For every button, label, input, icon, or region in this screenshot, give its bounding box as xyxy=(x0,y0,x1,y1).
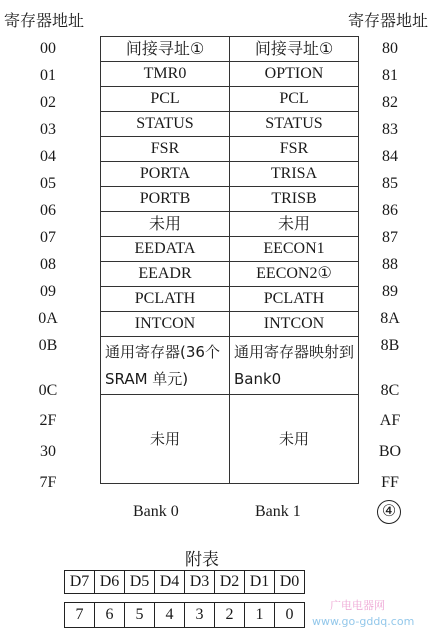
bit-value-cell: 3 xyxy=(185,603,215,628)
register-row xyxy=(101,262,359,287)
address-label-left: 0B xyxy=(38,336,58,354)
register-map-table xyxy=(100,36,359,484)
address-label-left: 2F xyxy=(39,411,57,429)
bank0-label: Bank 0 xyxy=(133,503,179,520)
address-label-left: 03 xyxy=(40,120,56,138)
bit-label-cell: D4 xyxy=(155,571,185,594)
bit-value-cell: 7 xyxy=(65,603,95,628)
bank1-unused-cell: 未用 xyxy=(230,395,359,484)
general-purpose-register-row xyxy=(101,337,359,395)
bank1-register-cell: TRISB xyxy=(230,187,359,212)
bank1-register-cell: STATUS xyxy=(230,112,359,137)
bank1-register-cell: 间接寻址① xyxy=(230,37,359,62)
bit-value-cell: 4 xyxy=(155,603,185,628)
site-watermark-logo xyxy=(310,596,436,630)
watermark-line1: 广电电器网 xyxy=(330,599,385,612)
address-label-right: 85 xyxy=(382,174,398,192)
address-label-right: 84 xyxy=(382,147,398,165)
bank0-unused-cell: 未用 xyxy=(101,395,230,484)
bank1-gpr-cell: 通用寄存器映射到 Bank0 xyxy=(230,337,359,395)
address-label-left: 7F xyxy=(39,473,57,491)
register-row xyxy=(101,37,359,62)
register-row xyxy=(101,62,359,87)
bank0-register-cell: PCL xyxy=(101,87,230,112)
bank0-register-cell: PORTA xyxy=(101,162,230,187)
bank0-register-cell: EEADR xyxy=(101,262,230,287)
bit-label-cell: D3 xyxy=(185,571,215,594)
bank0-register-cell: 间接寻址① xyxy=(101,37,230,62)
bit-values-table xyxy=(64,602,305,628)
bank1-label: Bank 1 xyxy=(255,503,301,520)
address-header-left: 寄存器地址 xyxy=(4,11,85,30)
bit-labels-table xyxy=(64,570,305,594)
register-row xyxy=(101,212,359,237)
bank1-register-cell: TRISA xyxy=(230,162,359,187)
bank1-register-cell: PCLATH xyxy=(230,287,359,312)
bit-label-cell: D6 xyxy=(95,571,125,594)
unused-block-row xyxy=(101,395,359,484)
address-label-left: 09 xyxy=(40,282,56,300)
footnote-marker: ④ xyxy=(377,500,401,524)
bit-label-cell: D7 xyxy=(65,571,95,594)
address-label-right: FF xyxy=(381,473,399,491)
bank1-register-cell: 未用 xyxy=(230,212,359,237)
address-label-right: 83 xyxy=(382,120,398,138)
bit-value-cell: 1 xyxy=(245,603,275,628)
bit-label-cell: D1 xyxy=(245,571,275,594)
address-label-right: 8A xyxy=(380,309,400,327)
address-label-right: 81 xyxy=(382,66,398,84)
bank0-register-cell: INTCON xyxy=(101,312,230,337)
bit-label-cell: D0 xyxy=(275,571,305,594)
bank1-register-cell: EECON2① xyxy=(230,262,359,287)
address-label-left: 30 xyxy=(40,442,56,460)
address-label-left: 04 xyxy=(40,147,56,165)
address-label-left: 07 xyxy=(40,228,56,246)
bank1-register-cell: OPTION xyxy=(230,62,359,87)
register-row xyxy=(101,237,359,262)
register-row xyxy=(101,112,359,137)
address-label-left: 05 xyxy=(40,174,56,192)
address-label-right: 82 xyxy=(382,93,398,111)
address-label-left: 08 xyxy=(40,255,56,273)
address-label-left: 01 xyxy=(40,66,56,84)
address-label-right: AF xyxy=(379,411,401,429)
appendix-title: 附表 xyxy=(185,550,219,570)
bit-value-cell: 6 xyxy=(95,603,125,628)
address-label-left: 00 xyxy=(40,39,56,57)
bit-label-cell: D5 xyxy=(125,571,155,594)
bit-value-cell: 2 xyxy=(215,603,245,628)
address-label-right: 80 xyxy=(382,39,398,57)
bank0-register-cell: PCLATH xyxy=(101,287,230,312)
address-label-left: 0A xyxy=(38,309,58,327)
bank1-register-cell: PCL xyxy=(230,87,359,112)
register-row xyxy=(101,162,359,187)
bank0-register-cell: FSR xyxy=(101,137,230,162)
bank0-gpr-cell: 通用寄存器(36个 SRAM 单元) xyxy=(101,337,230,395)
register-row xyxy=(101,87,359,112)
bit-value-cell: 5 xyxy=(125,603,155,628)
register-row xyxy=(101,187,359,212)
register-row xyxy=(101,312,359,337)
bank0-register-cell: PORTB xyxy=(101,187,230,212)
bank1-register-cell: INTCON xyxy=(230,312,359,337)
address-label-right: 88 xyxy=(382,255,398,273)
address-label-right: BO xyxy=(378,442,402,460)
bit-label-cell: D2 xyxy=(215,571,245,594)
address-label-left: 02 xyxy=(40,93,56,111)
bank1-register-cell: FSR xyxy=(230,137,359,162)
address-label-right: 86 xyxy=(382,201,398,219)
bank0-register-cell: STATUS xyxy=(101,112,230,137)
address-label-right: 87 xyxy=(382,228,398,246)
address-label-right: 89 xyxy=(382,282,398,300)
bank0-register-cell: TMR0 xyxy=(101,62,230,87)
bank0-register-cell: EEDATA xyxy=(101,237,230,262)
address-label-left: 0C xyxy=(38,381,58,399)
address-header-right: 寄存器地址 xyxy=(348,11,429,30)
register-row xyxy=(101,137,359,162)
watermark-line2: www.go-gddq.com xyxy=(312,615,415,628)
address-label-right: 8B xyxy=(380,336,400,354)
address-label-right: 8C xyxy=(380,381,400,399)
register-row xyxy=(101,287,359,312)
bank0-register-cell: 未用 xyxy=(101,212,230,237)
address-label-left: 06 xyxy=(40,201,56,219)
bit-value-cell: 0 xyxy=(275,603,305,628)
bank1-register-cell: EECON1 xyxy=(230,237,359,262)
